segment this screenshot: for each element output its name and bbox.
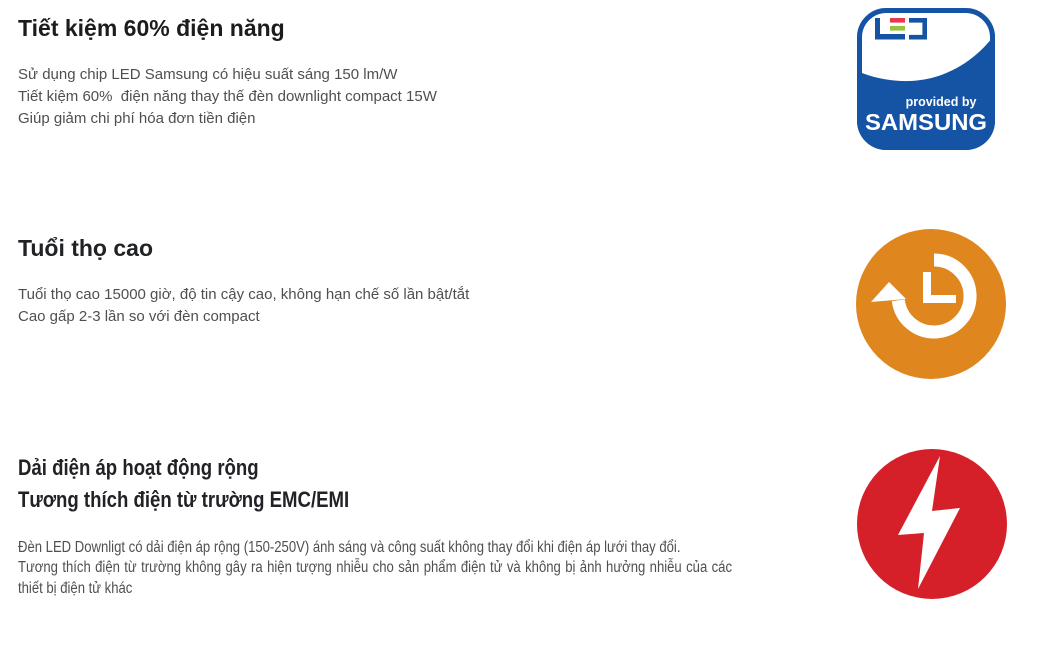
body-paragraph: Đèn LED Downligt có dải điện áp rộng (150-250V) ánh sáng và công suất không thay đổi khi điện áp lưới thay đổi.: [18, 539, 681, 556]
section-heading-emc: Tương thích điện từ trường EMC/EMI: [18, 487, 350, 512]
body-line: Sử dụng chip LED Samsung có hiệu suất sáng 150 lm/W: [18, 66, 398, 83]
samsung-wordmark: SAMSUNG: [865, 109, 987, 135]
provided-by-label: provided by: [905, 95, 977, 109]
section-voltage: [18, 452, 738, 599]
section-body-lifespan: [18, 284, 469, 328]
body-paragraph: Tương thích điện từ trường không gây ra hiện tượng nhiễu cho sản phẩm điện tử và không bị ảnh hưởng nhiễu của các thiết bị điện tử khác: [18, 559, 733, 597]
section-body-voltage: [18, 538, 732, 599]
section-body-energy-saving: [18, 64, 437, 130]
samsung-led-badge: [857, 8, 995, 150]
lifespan-clock-icon: [855, 228, 1007, 380]
body-line: Tuổi thọ cao 15000 giờ, độ tin cậy cao, không hạn chế số lần bật/tắt: [18, 286, 470, 303]
body-line: Cao gấp 2-3 lần so với đèn compact: [18, 308, 260, 325]
body-line: Tiết kiệm 60% điện năng thay thế đèn downlight compact 15W: [18, 88, 437, 105]
body-line: Giúp giảm chi phí hóa đơn tiền điện: [18, 110, 256, 127]
section-heading-lifespan: Tuổi thọ cao: [18, 235, 154, 261]
section-heading-voltage: Dải điện áp hoạt động rộng: [18, 455, 259, 480]
voltage-lightning-icon: [856, 448, 1008, 600]
section-heading-energy-saving: Tiết kiệm 60% điện năng: [18, 15, 285, 41]
